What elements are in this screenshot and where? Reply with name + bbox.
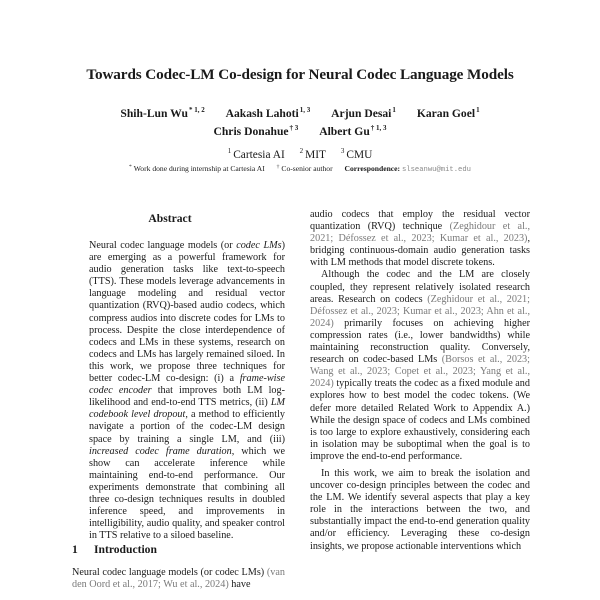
internship-note: * Work done during internship at Cartesia AI: [128, 164, 265, 173]
right-column-body: [310, 209, 530, 553]
affiliation: $^3$ CMU: [340, 147, 373, 161]
paragraph: Although the codec and the LM are closely coupled, they represent relatively isolated research areas. Research on codecs (Zeghidour et al., 2021; Défossez et al., 2023; Kumar et al., 2023; Ahn et al., 2024) primarily focuses on achieving higher compression rates (i.e., lower bandwidths) while maintaining reconstruction quality. Conversely, research on codec-based LMs (Borsos et al., 2023; Wang et al., 2023; Copet et al., 2023; Yang et al., 2024) typically treats the codec as a fixed module and explores how to best model the codec tokens. (We defer more detailed Related Work to Appendix A.) While the design space of codecs and LMs combined is too large to explore exhaustively, considering each in isolation may be suboptimal when the goal is to improve the end-to-end performance.: [310, 269, 530, 462]
co-senior-note: † Co-senior author: [276, 164, 333, 173]
citation-link[interactable]: (Zeghidour et al., 2021; Défossez et al., 2023; Kumar et al., 2023; Ahn et al., 2024): [310, 293, 530, 329]
author: Chris Donahue$^{\dagger 3}$: [213, 124, 299, 138]
affiliation: $^1$ Cartesia AI: [227, 147, 285, 161]
author: Aakash Lahoti$^{1, 3}$: [225, 106, 311, 120]
author-notes: [0, 164, 600, 174]
citation-link[interactable]: (Zeghidour et al., 2021; Défossez et al., 2023; Kumar et al., 2023): [310, 221, 530, 245]
author: Karan Goel$^1$: [416, 106, 480, 120]
introduction-body: Neural codec language models (or codec LMs) (van den Oord et al., 2017; Wu et al., 2024) have: [72, 567, 285, 591]
author: Albert Gu$^{\dagger 1, 3}$: [319, 124, 387, 138]
section-number: 1: [72, 543, 78, 556]
author: Shih-Lun Wu$^{* 1, 2}$: [120, 106, 205, 120]
abstract-body: Neural codec language models (or codec LMs) are emerging as a powerful framework for audio generation tasks like text-to-speech (TTS). These models leverage advancements in language modeling and residual vector quantization (RVQ)-based audio codecs, which compress audios into discrete codes for LMs to process. Despite the close interdependence of codecs and LMs in these systems, research on codecs and LMs has largely remained siloed. In this work, we propose three techniques for better codec-LM co-design: (i) a frame-wise codec encoder that improves both LM log-likelihood and end-to-end TTS metrics, (ii) LM codebook level dropout, a method to efficiently navigate a portion of the codec-LM design space by training a single LM, and (iii) increased codec frame duration, which we show can accelerate inference while maintaining end-to-end performance. Our experiments demonstrate that combining all three co-design techniques results in doubled inference speed, and improvements in intelligibility, audio quality, and speaker control in TTS relative to a siloed baseline.: [89, 240, 286, 542]
affiliations: [0, 147, 600, 161]
paragraph: In this work, we aim to break the isolation and uncover co-design principles between the codec and the LM. We identify several aspects that play a key role in the interactions between the two, and substantially impact the end-to-end generation quality and/or efficiency. Leveraging these co-design insights, we propose actionable interventions which: [310, 467, 530, 552]
email-link[interactable]: slseanwu@mit.edu: [401, 166, 471, 174]
author-list: [0, 103, 600, 139]
citation-link[interactable]: (van den Oord et al., 2017; Wu et al., 2024): [72, 567, 285, 591]
section-heading-introduction: [72, 543, 157, 556]
citation-link[interactable]: (Borsos et al., 2023; Wang et al., 2023; Copet et al., 2023; Yang et al., 2024): [310, 354, 530, 390]
section-title: Introduction: [94, 543, 157, 556]
paper-title: Towards Codec-LM Co-design for Neural Codec Language Models: [86, 66, 514, 83]
author: Arjun Desai$^1$: [331, 106, 396, 120]
abstract-heading: Abstract: [148, 212, 192, 225]
paragraph: audio codecs that employ the residual vector quantization (RVQ) technique (Zeghidour et al., 2021; Défossez et al., 2023; Kumar et al., 2023), bridging continuous-domain audio generation tasks with LM methods that model discrete tokens.: [310, 209, 530, 269]
affiliation: $^2$ MIT: [299, 147, 326, 161]
correspondence: Correspondence: slseanwu@mit.edu: [344, 164, 471, 174]
